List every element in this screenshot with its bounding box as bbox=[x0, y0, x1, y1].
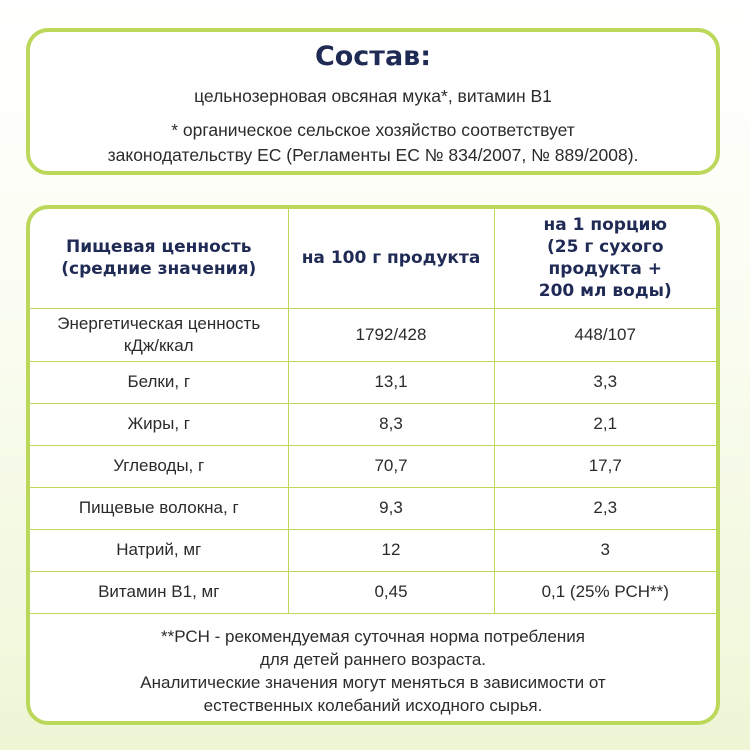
organic-footnote-line1: * органическое сельское хозяйство соответствует bbox=[171, 120, 575, 140]
row-label: Витамин В1, мг bbox=[30, 571, 288, 613]
row-label: Белки, г bbox=[30, 361, 288, 403]
header-portion-line3: продукта + bbox=[548, 259, 662, 280]
ingredients-text: цельнозерновая овсяная мука*, витамин В1 bbox=[194, 86, 552, 106]
row-per100: 70,7 bbox=[288, 445, 494, 487]
row-per100: 9,3 bbox=[288, 487, 494, 529]
row-label: Углеводы, г bbox=[30, 445, 288, 487]
table-row bbox=[30, 445, 716, 487]
header-portion-line4: 200 мл воды) bbox=[538, 281, 672, 302]
header-nutrition-value bbox=[30, 209, 288, 308]
header-nutrition-line2: (средние значения) bbox=[61, 259, 257, 280]
nutrition-notes bbox=[30, 614, 716, 720]
composition-title: Состав: bbox=[314, 41, 432, 72]
row-per-portion: 3,3 bbox=[494, 361, 716, 403]
header-per-100g: на 100 г продукта bbox=[288, 209, 494, 308]
row-per-portion: 3 bbox=[494, 529, 716, 571]
row-per-portion: 17,7 bbox=[494, 445, 716, 487]
energy-label-line1: Энергетическая ценность bbox=[57, 313, 261, 333]
row-label: Пищевые волокна, г bbox=[30, 487, 288, 529]
notes-line1: **РСН - рекомендуемая суточная норма потребления bbox=[160, 626, 585, 646]
notes-line4: естественных колебаний исходного сырья. bbox=[203, 695, 543, 715]
energy-per100: 1792/428 bbox=[288, 308, 494, 361]
row-per-portion: 0,1 (25% РСН**) bbox=[494, 571, 716, 613]
notes-line3: Аналитические значения могут меняться в зависимости от bbox=[140, 672, 606, 692]
table-row bbox=[30, 487, 716, 529]
organic-footnote bbox=[30, 118, 716, 168]
energy-per-portion: 448/107 bbox=[494, 308, 716, 361]
header-nutrition-line1: Пищевая ценность bbox=[65, 237, 252, 258]
table-row bbox=[30, 571, 716, 613]
composition-card bbox=[26, 28, 720, 175]
row-per-portion: 2,3 bbox=[494, 487, 716, 529]
nutrition-table bbox=[30, 209, 716, 720]
organic-footnote-line2: законодательству ЕС (Регламенты ЕС № 834/2007, № 889/2008). bbox=[107, 145, 639, 165]
table-row bbox=[30, 361, 716, 403]
table-header-row bbox=[30, 209, 716, 308]
row-per-portion: 2,1 bbox=[494, 403, 716, 445]
energy-label-line2: кДж/ккал bbox=[123, 335, 194, 355]
row-label: Натрий, мг bbox=[30, 529, 288, 571]
table-row bbox=[30, 529, 716, 571]
header-per-portion bbox=[494, 209, 716, 308]
header-portion-line1: на 1 порцию bbox=[543, 215, 667, 236]
notes-cell bbox=[30, 613, 716, 720]
row-label: Жиры, г bbox=[30, 403, 288, 445]
nutrition-card bbox=[26, 205, 720, 725]
row-per100: 12 bbox=[288, 529, 494, 571]
table-row-energy bbox=[30, 308, 716, 361]
header-portion-line2: (25 г сухого bbox=[546, 237, 664, 258]
energy-label bbox=[30, 308, 288, 361]
table-row bbox=[30, 403, 716, 445]
row-per100: 13,1 bbox=[288, 361, 494, 403]
notes-line2: для детей раннего возраста. bbox=[259, 649, 487, 669]
notes-row bbox=[30, 613, 716, 720]
row-per100: 8,3 bbox=[288, 403, 494, 445]
row-per100: 0,45 bbox=[288, 571, 494, 613]
